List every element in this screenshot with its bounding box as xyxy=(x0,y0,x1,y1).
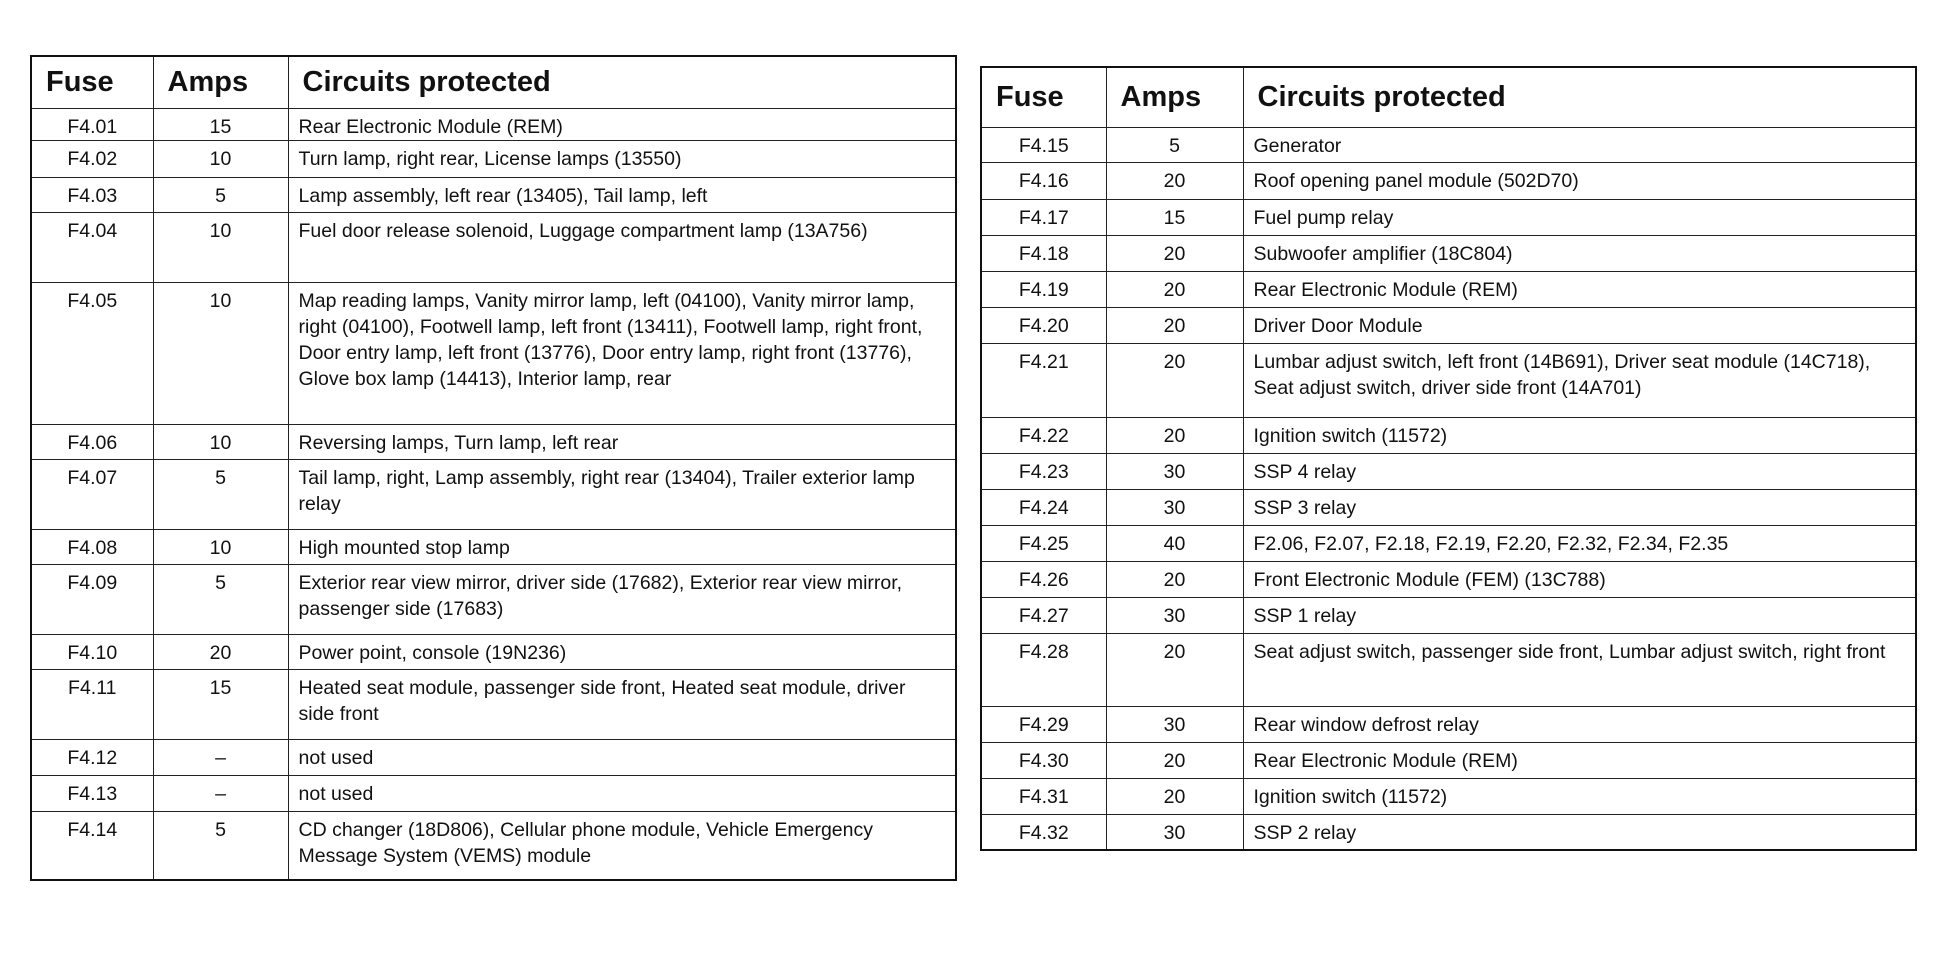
fuse-cell: F4.06 xyxy=(31,424,153,459)
amps-cell: 5 xyxy=(153,564,288,634)
circuits-cell: not used xyxy=(288,775,956,811)
amps-cell: 30 xyxy=(1106,597,1243,633)
fuse-cell: F4.05 xyxy=(31,282,153,424)
fuse-cell: F4.24 xyxy=(981,489,1106,525)
amps-cell: 20 xyxy=(1106,742,1243,778)
amps-cell: 20 xyxy=(1106,633,1243,706)
table-row xyxy=(31,140,956,177)
fuse-cell: F4.17 xyxy=(981,199,1106,235)
table-row xyxy=(31,564,956,634)
amps-cell: 5 xyxy=(153,459,288,529)
fuse-cell: F4.12 xyxy=(31,739,153,775)
fuse-cell: F4.28 xyxy=(981,633,1106,706)
fuse-cell: F4.16 xyxy=(981,162,1106,199)
fuse-cell: F4.04 xyxy=(31,212,153,282)
header-circuits: Circuits protected xyxy=(288,56,956,108)
circuits-cell: not used xyxy=(288,739,956,775)
table-row xyxy=(31,424,956,459)
amps-cell: – xyxy=(153,775,288,811)
table-row xyxy=(981,489,1916,525)
circuits-cell: Lamp assembly, left rear (13405), Tail lamp, left xyxy=(288,177,956,212)
fuse-cell: F4.31 xyxy=(981,778,1106,814)
circuits-cell: Generator xyxy=(1243,127,1916,162)
table-row xyxy=(981,778,1916,814)
table-row xyxy=(31,282,956,424)
amps-cell: 15 xyxy=(1106,199,1243,235)
circuits-cell: SSP 3 relay xyxy=(1243,489,1916,525)
circuits-cell: Power point, console (19N236) xyxy=(288,634,956,669)
circuits-cell: SSP 4 relay xyxy=(1243,453,1916,489)
header-row xyxy=(981,67,1916,127)
table-row xyxy=(31,212,956,282)
table-row xyxy=(981,235,1916,271)
table-row xyxy=(31,108,956,140)
circuits-cell: Lumbar adjust switch, left front (14B691), Driver seat module (14C718), Seat adjust switch, driver side front (14A701) xyxy=(1243,343,1916,417)
circuits-cell: Subwoofer amplifier (18C804) xyxy=(1243,235,1916,271)
table-row xyxy=(981,706,1916,742)
amps-cell: 10 xyxy=(153,282,288,424)
amps-cell: 10 xyxy=(153,140,288,177)
circuits-cell: Rear Electronic Module (REM) xyxy=(288,108,956,140)
circuits-cell: Front Electronic Module (FEM) (13C788) xyxy=(1243,561,1916,597)
table-row xyxy=(981,343,1916,417)
amps-cell: 5 xyxy=(153,177,288,212)
table-row xyxy=(31,669,956,739)
amps-cell: 10 xyxy=(153,424,288,459)
header-row xyxy=(31,56,956,108)
fuse-cell: F4.14 xyxy=(31,811,153,880)
circuits-cell: Roof opening panel module (502D70) xyxy=(1243,162,1916,199)
amps-cell: 20 xyxy=(1106,235,1243,271)
amps-cell: 5 xyxy=(153,811,288,880)
table-row xyxy=(981,633,1916,706)
fuse-cell: F4.10 xyxy=(31,634,153,669)
fuse-cell: F4.02 xyxy=(31,140,153,177)
fuse-cell: F4.26 xyxy=(981,561,1106,597)
table-row xyxy=(981,162,1916,199)
circuits-cell: Driver Door Module xyxy=(1243,307,1916,343)
amps-cell: 20 xyxy=(1106,778,1243,814)
fuse-cell: F4.19 xyxy=(981,271,1106,307)
circuits-cell: SSP 2 relay xyxy=(1243,814,1916,850)
amps-cell: 20 xyxy=(1106,561,1243,597)
fuse-cell: F4.27 xyxy=(981,597,1106,633)
table-row xyxy=(981,814,1916,850)
circuits-cell: Tail lamp, right, Lamp assembly, right rear (13404), Trailer exterior lamp relay xyxy=(288,459,956,529)
table-row xyxy=(31,459,956,529)
circuits-cell: Heated seat module, passenger side front, Heated seat module, driver side front xyxy=(288,669,956,739)
table-row xyxy=(31,634,956,669)
fuse-cell: F4.01 xyxy=(31,108,153,140)
fuse-cell: F4.18 xyxy=(981,235,1106,271)
circuits-cell: Rear Electronic Module (REM) xyxy=(1243,742,1916,778)
table-row xyxy=(981,417,1916,453)
header-circuits: Circuits protected xyxy=(1243,67,1916,127)
fuse-cell: F4.25 xyxy=(981,525,1106,561)
amps-cell: 30 xyxy=(1106,706,1243,742)
amps-cell: – xyxy=(153,739,288,775)
fuse-cell: F4.03 xyxy=(31,177,153,212)
header-amps: Amps xyxy=(153,56,288,108)
table-row xyxy=(981,561,1916,597)
amps-cell: 20 xyxy=(153,634,288,669)
table-row xyxy=(981,199,1916,235)
fuse-cell: F4.15 xyxy=(981,127,1106,162)
header-amps: Amps xyxy=(1106,67,1243,127)
fuse-cell: F4.11 xyxy=(31,669,153,739)
amps-cell: 20 xyxy=(1106,417,1243,453)
fuse-cell: F4.07 xyxy=(31,459,153,529)
fuse-cell: F4.09 xyxy=(31,564,153,634)
circuits-cell: Fuel door release solenoid, Luggage compartment lamp (13A756) xyxy=(288,212,956,282)
header-fuse: Fuse xyxy=(31,56,153,108)
circuits-cell: Exterior rear view mirror, driver side (17682), Exterior rear view mirror, passenger side (17683) xyxy=(288,564,956,634)
table-row xyxy=(31,177,956,212)
table-row xyxy=(981,525,1916,561)
fuse-cell: F4.30 xyxy=(981,742,1106,778)
amps-cell: 20 xyxy=(1106,307,1243,343)
table-row xyxy=(981,307,1916,343)
circuits-cell: CD changer (18D806), Cellular phone module, Vehicle Emergency Message System (VEMS) module xyxy=(288,811,956,880)
amps-cell: 15 xyxy=(153,108,288,140)
circuits-cell: Rear Electronic Module (REM) xyxy=(1243,271,1916,307)
amps-cell: 15 xyxy=(153,669,288,739)
circuits-cell: Ignition switch (11572) xyxy=(1243,778,1916,814)
amps-cell: 10 xyxy=(153,212,288,282)
table-row xyxy=(981,127,1916,162)
table-row xyxy=(31,529,956,564)
table-row xyxy=(31,739,956,775)
amps-cell: 30 xyxy=(1106,814,1243,850)
fuse-table-right xyxy=(980,66,1917,851)
table-row xyxy=(981,271,1916,307)
table-row xyxy=(981,453,1916,489)
fuse-cell: F4.23 xyxy=(981,453,1106,489)
fuse-cell: F4.22 xyxy=(981,417,1106,453)
table-row xyxy=(981,597,1916,633)
circuits-cell: High mounted stop lamp xyxy=(288,529,956,564)
amps-cell: 10 xyxy=(153,529,288,564)
header-fuse: Fuse xyxy=(981,67,1106,127)
fuse-table-left xyxy=(30,55,957,881)
circuits-cell: F2.06, F2.07, F2.18, F2.19, F2.20, F2.32, F2.34, F2.35 xyxy=(1243,525,1916,561)
amps-cell: 20 xyxy=(1106,271,1243,307)
amps-cell: 20 xyxy=(1106,343,1243,417)
amps-cell: 40 xyxy=(1106,525,1243,561)
table-row xyxy=(31,811,956,880)
fuse-cell: F4.29 xyxy=(981,706,1106,742)
circuits-cell: Rear window defrost relay xyxy=(1243,706,1916,742)
circuits-cell: SSP 1 relay xyxy=(1243,597,1916,633)
amps-cell: 30 xyxy=(1106,489,1243,525)
circuits-cell: Ignition switch (11572) xyxy=(1243,417,1916,453)
table-row xyxy=(31,775,956,811)
circuits-cell: Reversing lamps, Turn lamp, left rear xyxy=(288,424,956,459)
circuits-cell: Seat adjust switch, passenger side front, Lumbar adjust switch, right front xyxy=(1243,633,1916,706)
fuse-cell: F4.13 xyxy=(31,775,153,811)
amps-cell: 5 xyxy=(1106,127,1243,162)
fuse-cell: F4.32 xyxy=(981,814,1106,850)
circuits-cell: Map reading lamps, Vanity mirror lamp, left (04100), Vanity mirror lamp, right (04100), Footwell lamp, left front (13411), Footwell lamp, right front, Door entry lamp, left front (13776), Door entry lamp, right front (13776), Glove box lamp (14413), Interior lamp, rear xyxy=(288,282,956,424)
fuse-cell: F4.08 xyxy=(31,529,153,564)
amps-cell: 30 xyxy=(1106,453,1243,489)
amps-cell: 20 xyxy=(1106,162,1243,199)
circuits-cell: Fuel pump relay xyxy=(1243,199,1916,235)
table-row xyxy=(981,742,1916,778)
circuits-cell: Turn lamp, right rear, License lamps (13550) xyxy=(288,140,956,177)
fuse-cell: F4.20 xyxy=(981,307,1106,343)
fuse-cell: F4.21 xyxy=(981,343,1106,417)
